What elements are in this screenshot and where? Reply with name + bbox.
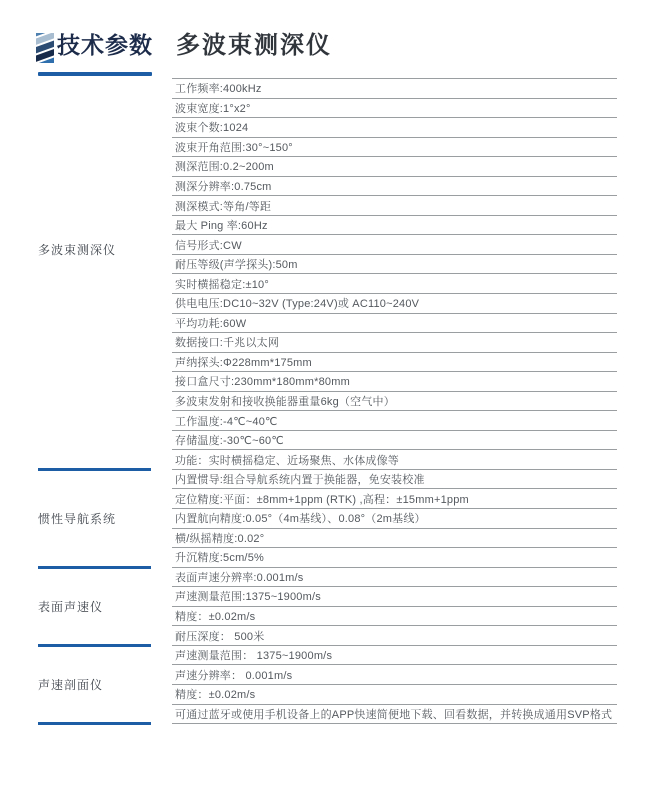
- spec-row: [172, 157, 617, 177]
- spec-text: 测深范围:0.2~200m: [175, 161, 274, 174]
- spec-text: 波束宽度:1°x2°: [175, 102, 251, 115]
- category-cell: [36, 470, 172, 568]
- spec-row: [172, 274, 617, 294]
- spec-text: 工作温度:-4℃~40℃: [175, 415, 278, 428]
- spec-row: [172, 372, 617, 392]
- spec-row: [172, 548, 617, 568]
- category-label: 声速剖面仪: [38, 678, 104, 693]
- spec-text: 声速测量范围:1375~1900m/s: [175, 591, 321, 604]
- spec-text: 精度：±0.02m/s: [175, 611, 256, 624]
- spec-row: [172, 587, 617, 607]
- spec-section-3: [36, 568, 617, 646]
- section-title: 技术参数: [57, 32, 153, 58]
- spec-text: 精度：±0.02m/s: [175, 689, 256, 702]
- spec-row: [172, 607, 617, 627]
- spec-section-1: [36, 78, 617, 470]
- spec-row: [172, 294, 617, 314]
- spec-row: [172, 568, 617, 588]
- spec-row: [172, 216, 617, 236]
- spec-row: [172, 79, 617, 99]
- category-label: 多波束测深仪: [38, 243, 117, 257]
- rows-cell: [172, 646, 617, 724]
- category-label: 惯性导航系统: [38, 512, 117, 527]
- spec-text: 声纳探头:Φ228mm*175mm: [175, 356, 312, 369]
- spec-text: 波束开角范围:30°~150°: [175, 141, 293, 154]
- spec-row: [172, 177, 617, 197]
- spec-row: [172, 646, 617, 666]
- spec-text: 供电电压:DC10~32V (Type:24V)或 AC110~240V: [175, 298, 420, 311]
- spec-text: 横/纵摇精度:0.02°: [175, 532, 265, 545]
- spec-text: 测深分辨率:0.75cm: [175, 181, 272, 193]
- spec-row: [172, 509, 617, 529]
- spec-row: [172, 138, 617, 158]
- spec-text: 耐压深度： 500米: [175, 630, 265, 643]
- spec-text: 最大 Ping 率:60Hz: [175, 220, 268, 233]
- rows-cell: [172, 568, 617, 646]
- spec-row: [172, 255, 617, 275]
- spec-text: 升沉精度:5cm/5%: [175, 552, 264, 565]
- spec-row: [172, 685, 617, 705]
- title-underline: [38, 72, 152, 76]
- spec-text: 表面声速分辨率:0.001m/s: [175, 571, 304, 584]
- spec-text: 声速分辨率： 0.001m/s: [175, 669, 293, 682]
- spec-text: 存储温度:-30℃~60℃: [175, 435, 284, 448]
- category-cell: [36, 78, 172, 470]
- spec-text: 可通过蓝牙或使用手机设备上的APP快速简便地下载、回看数据，并转换成通用SVP格式: [175, 708, 613, 721]
- rows-cell: [172, 78, 617, 470]
- spec-text: 声速测量范围： 1375~1900m/s: [175, 650, 333, 663]
- spec-row: [172, 470, 617, 490]
- spec-table: [36, 78, 617, 724]
- spec-row: [172, 392, 617, 412]
- spec-section-2: [36, 470, 617, 568]
- spec-row: [172, 626, 617, 646]
- spec-row: [172, 529, 617, 549]
- spec-row: [172, 411, 617, 431]
- spec-text: 测深模式:等角/等距: [175, 200, 272, 213]
- product-title: 多波束测深仪: [176, 32, 332, 59]
- rows-cell: [172, 470, 617, 568]
- spec-row: [172, 99, 617, 119]
- spec-row: [172, 353, 617, 373]
- spec-row: [172, 333, 617, 353]
- spec-text: 定位精度:平面：±8mm+1ppm (RTK) ,高程：±15mm+1ppm: [175, 493, 469, 506]
- section-divider-line: [38, 722, 151, 725]
- spec-text: 波束个数:1024: [175, 122, 249, 135]
- spec-row: [172, 705, 617, 725]
- spec-row: [172, 665, 617, 685]
- spec-row: [172, 235, 617, 255]
- spec-text: 实时横摇稳定:±10°: [175, 278, 269, 291]
- spec-text: 耐压等级(声学探头):50m: [175, 259, 298, 272]
- spec-row: [172, 431, 617, 451]
- spec-section-4: [36, 646, 617, 724]
- spec-text: 多波束发射和接收换能器重量6kg（空气中）: [175, 396, 395, 409]
- category-cell: [36, 568, 172, 646]
- spec-row: [172, 450, 617, 470]
- stripes-logo-icon: [36, 33, 54, 63]
- spec-row: [172, 196, 617, 216]
- spec-text: 内置惯导:组合导航系统内置于换能器，免安装校准: [175, 474, 425, 487]
- spec-row: [172, 489, 617, 509]
- spec-text: 信号形式:CW: [175, 239, 242, 252]
- spec-text: 平均功耗:60W: [175, 317, 247, 330]
- spec-text: 内置航向精度:0.05°（4m基线）、0.08°（2m基线）: [175, 513, 426, 526]
- spec-text: 接口盒尺寸:230mm*180mm*80mm: [175, 376, 350, 389]
- page-header: [36, 30, 153, 63]
- spec-row: [172, 118, 617, 138]
- spec-row: [172, 314, 617, 334]
- spec-text: 工作频率:400kHz: [175, 83, 262, 96]
- spec-text: 功能：实时横摇稳定、近场聚焦、水体成像等: [175, 454, 399, 467]
- spec-text: 数据接口:千兆以太网: [175, 337, 280, 350]
- category-label: 表面声速仪: [38, 600, 104, 615]
- category-cell: [36, 646, 172, 724]
